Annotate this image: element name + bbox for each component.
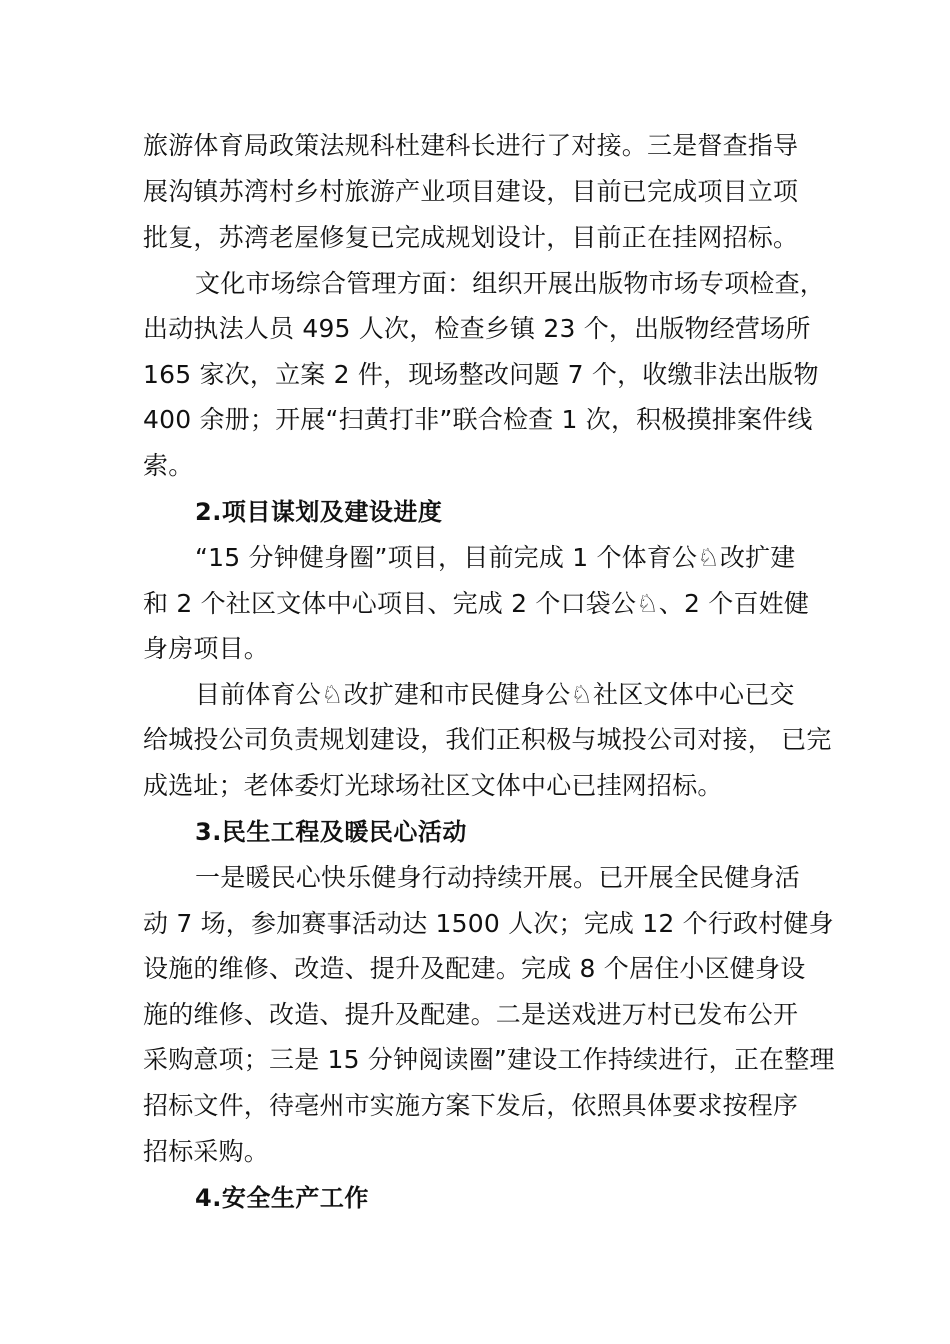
paragraph-line: 采购意项；三是 15 分钟阅读圈”建设工作持续进行，正在整理 — [143, 1045, 835, 1074]
paragraph-line: 展沟镇苏湾村乡村旅游产业项目建设，目前已完成项目立项 — [143, 177, 799, 206]
paragraph-line: 招标文件，待亳州市实施方案下发后，依照具体要求按程序 — [143, 1091, 799, 1120]
paragraph-line: 身房项目。 — [143, 634, 270, 663]
paragraph-line: 400 余册；开展“扫黄打非”联合检查 1 次，积极摸排案件线 — [143, 405, 813, 434]
paragraph-line: 给城投公司负责规划建设，我们正积极与城投公司对接， 已完 — [143, 725, 832, 754]
paragraph-line: 动 7 场，参加赛事活动达 1500 人次；完成 12 个行政村健身 — [143, 909, 834, 938]
paragraph-line: 索。 — [143, 451, 194, 480]
section-heading: 2.项目谋划及建设进度 — [195, 498, 443, 526]
paragraph-line: 设施的维修、改造、提升及配建。完成 8 个居住小区健身设 — [143, 954, 806, 983]
paragraph-line: 批复，苏湾老屋修复已完成规划设计，目前正在挂网招标。 — [143, 223, 799, 252]
paragraph-line: 目前体育公♘改扩建和市民健身公♘社区文体中心已交 — [195, 680, 795, 709]
section-heading: 4.安全生产工作 — [195, 1184, 369, 1212]
paragraph-line: 出动执法人员 495 人次，检查乡镇 23 个，出版物经营场所 — [143, 314, 811, 343]
section-heading: 3.民生工程及暖民心活动 — [195, 818, 467, 846]
paragraph-line: “15 分钟健身圈”项目，目前完成 1 个体育公♘改扩建 — [195, 543, 796, 572]
paragraph-line: 一是暖民心快乐健身行动持续开展。已开展全民健身活 — [195, 863, 800, 892]
paragraph-line: 和 2 个社区文体中心项目、完成 2 个口袋公♘、2 个百姓健 — [143, 589, 810, 618]
paragraph-line: 成选址；老体委灯光球场社区文体中心已挂网招标。 — [143, 771, 723, 800]
paragraph-line: 文化市场综合管理方面：组织开展出版物市场专项检查， — [195, 269, 826, 298]
paragraph-line: 招标采购。 — [143, 1137, 270, 1166]
paragraph-line: 旅游体育局政策法规科杜建科长进行了对接。三是督查指导 — [143, 131, 799, 160]
paragraph-line: 施的维修、改造、提升及配建。二是送戏进万村已发布公开 — [143, 1000, 799, 1029]
paragraph-line: 165 家次，立案 2 件，现场整改问题 7 个，收缴非法出版物 — [143, 360, 819, 389]
